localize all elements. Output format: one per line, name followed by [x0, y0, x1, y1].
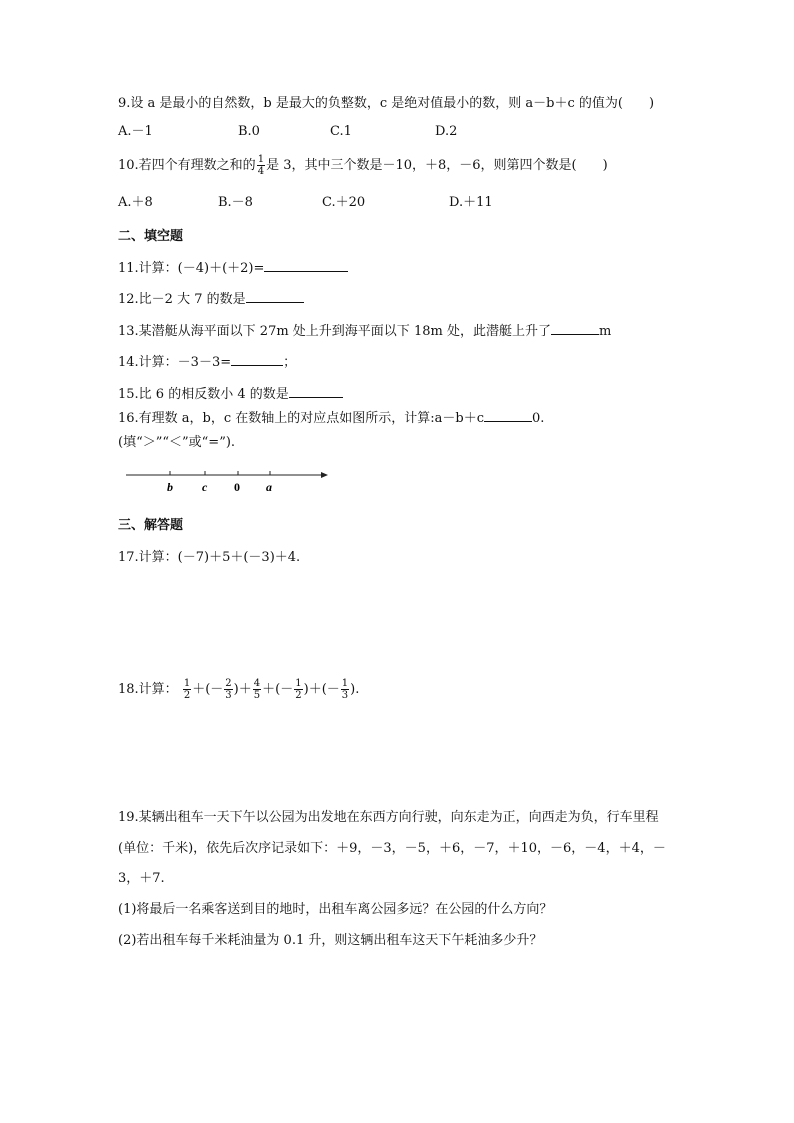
q13-unit: m [598, 324, 612, 339]
label-b: b [167, 480, 173, 494]
q9-option-b: B.0 [238, 124, 260, 139]
q14-blank [231, 353, 283, 366]
label-0: 0 [234, 480, 240, 494]
q19-sub-2: (2)若出租车每千米耗油量为 0.1 升，则这辆出租车这天下午耗油多少升？ [118, 933, 543, 948]
q9-stem: 9.设 a 是最小的自然数，b 是最大的负整数，c 是绝对值最小的数，则 a－b＋c 的值为( ) [118, 96, 655, 111]
q18-term-0-num: 1 [183, 678, 191, 689]
q18-term-4-den: 3 [341, 690, 349, 701]
q18-term-1-den: 3 [225, 690, 232, 701]
q13 [118, 322, 611, 340]
q12-blank [246, 290, 304, 303]
q18-term-3-sign: ＋ [262, 682, 276, 697]
q18-term-0-fraction [183, 678, 191, 701]
q18-term-4-sign: ＋ [308, 682, 322, 697]
q10-fraction [257, 154, 265, 177]
q9-option-c: C.1 [330, 124, 352, 139]
section-heading-fill-in: 二、填空题 [118, 229, 184, 244]
q16-blank [484, 409, 532, 422]
q18-term-1-open: (－ [205, 682, 224, 697]
q18-term-2 [238, 678, 262, 701]
q11-blank [264, 259, 348, 272]
label-a: a [266, 480, 272, 494]
q11-text: 11.计算：(－4)＋(＋2)= [118, 261, 265, 276]
q19-line-3: 3，＋7. [118, 871, 165, 886]
q16 [118, 409, 544, 427]
q15 [118, 385, 343, 403]
q18-term-3 [262, 678, 309, 701]
q18-term-0-den: 2 [183, 690, 191, 701]
q10-option-c: C.＋20 [322, 195, 366, 210]
q16-hint: (填“＞”“＜”或“=”). [118, 435, 236, 450]
q11 [118, 259, 348, 277]
q14-post: ； [283, 355, 297, 370]
q13-text: 13.某潜艇从海平面以下 27m 处上升到海平面以下 18m 处，此潜艇上升了 [118, 324, 551, 339]
q10-stem-post: 是 3，其中三个数是－10，＋8，－6，则第四个数是( ) [266, 158, 608, 173]
q18-term-1 [192, 678, 239, 701]
q12-text: 12.比－2 大 7 的数是 [118, 292, 246, 307]
number-line-arrow [321, 472, 328, 478]
section-heading-solve: 三、解答题 [118, 518, 184, 533]
q14 [118, 353, 296, 371]
q18-term-4-close: ). [350, 682, 360, 697]
q18-term-0 [182, 678, 192, 701]
q18-term-2-sign: ＋ [238, 682, 252, 697]
q18-term-1-sign: ＋ [192, 682, 206, 697]
q10-frac-den: 4 [257, 166, 265, 177]
q18-term-3-fraction [294, 678, 302, 701]
q18-term-4 [308, 678, 360, 701]
q19-line-1: 19.某辆出租车一天下午以公园为出发地在东西方向行驶，向东走为正，向西走为负，行车里程 [118, 810, 659, 825]
q18-term-3-num: 1 [295, 678, 302, 689]
q10-frac-num: 1 [257, 154, 265, 165]
q10-option-a: A.＋8 [118, 195, 153, 210]
q19-line-2: (单位：千米)，依先后次序记录如下：＋9，－3，－5，＋6，－7，＋10，－6，－4，＋4，－ [118, 841, 666, 856]
q13-blank [551, 322, 599, 335]
q16-post: 0. [532, 411, 545, 426]
q18-term-4-fraction [341, 678, 349, 701]
q18-term-3-open: (－ [275, 682, 294, 697]
q18-term-3-close: ) [303, 682, 309, 697]
q17: 17.计算：(－7)＋5＋(－3)＋4. [118, 550, 301, 565]
q10-option-d: D.＋11 [449, 195, 493, 210]
q18-term-4-open: (－ [321, 682, 340, 697]
q18-term-2-den: 5 [253, 690, 261, 701]
q16-text: 16.有理数 a，b，c 在数轴上的对应点如图所示，计算:a－b＋c [118, 411, 485, 426]
q18-term-2-fraction [253, 678, 261, 701]
q9-option-d: D.2 [435, 124, 458, 139]
q10-stem [118, 152, 608, 180]
q18-prefix: 18.计算： [118, 682, 178, 697]
q18-term-1-fraction [224, 678, 232, 701]
q12 [118, 290, 304, 308]
q15-blank [289, 385, 343, 398]
q18-term-3-den: 2 [295, 690, 302, 701]
label-c: c [202, 480, 208, 494]
number-line-figure [118, 466, 338, 502]
q18-term-2-num: 4 [253, 678, 261, 689]
q10-option-b: B.－8 [218, 195, 253, 210]
q18-term-1-close: ) [233, 682, 239, 697]
q18 [118, 675, 359, 705]
q14-text: 14.计算：－3－3= [118, 355, 232, 370]
q18-term-4-num: 1 [341, 678, 349, 689]
q18-term-1-num: 2 [225, 678, 232, 689]
q15-text: 15.比 6 的相反数小 4 的数是 [118, 387, 289, 402]
q9-option-a: A.－1 [118, 124, 153, 139]
q10-stem-pre: 10.若四个有理数之和的 [118, 158, 256, 173]
q19-sub-1: (1)将最后一名乘客送到目的地时，出租车离公园多远？在公园的什么方向？ [118, 902, 553, 917]
